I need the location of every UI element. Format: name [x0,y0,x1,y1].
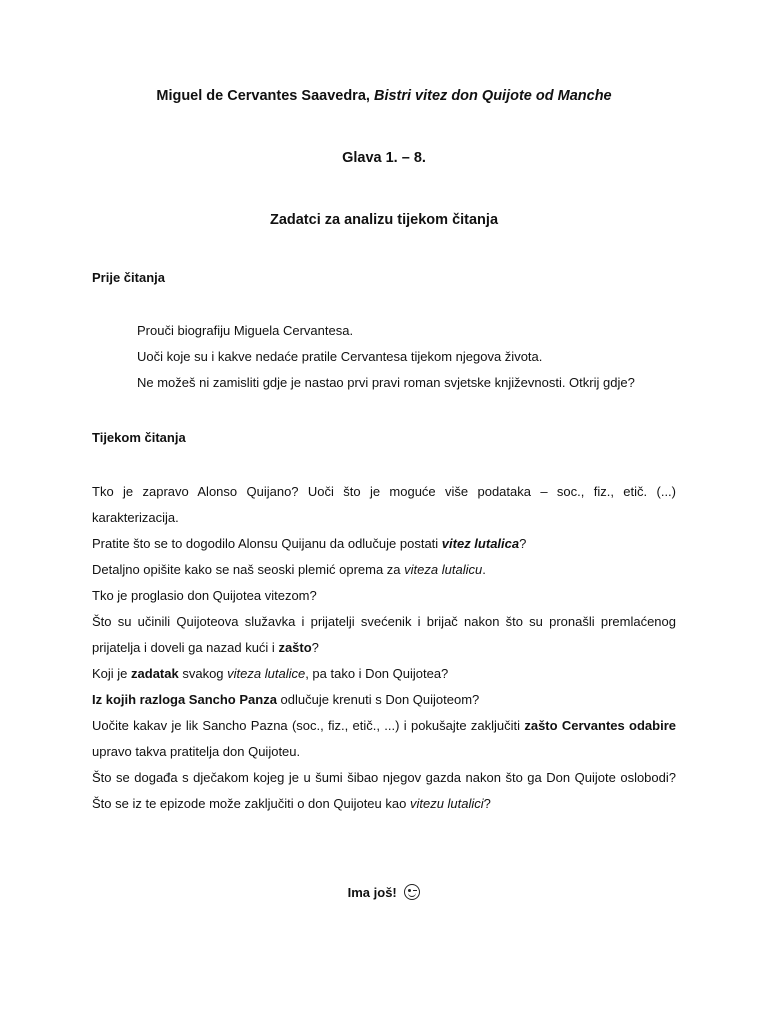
work-title: Bistri vitez don Quijote od Manche [373,88,612,104]
question-5: Što su učinili Quijoteova služavka i prijatelji svećenik i brijač nakon što su pronašli premlaćenog prijatelja i doveli ga nazad kući i zašto? [92,614,676,655]
question-9: Što se događa s dječakom kojeg je u šumi šibao njegov gazda nakon što ga Don Quijote oslobodi? Što se iz te epizode može zaključiti o don Quijoteu kao vitezu lutalici? [92,770,676,811]
question-2: Pratite što se to dogodilo Alonsu Quijanu da odlučuje postati vitez lutalica? [92,536,527,551]
question-6: Koji je zadatak svakog viteza lutalice, pa tako i Don Quijotea? [92,666,449,681]
list-item: Uoči koje su i kakve nedaće pratile Cervantesa tijekom njegova života. [137,349,543,364]
document-title [0,88,768,104]
chapter-range: Glava 1. – 8. [342,150,426,166]
question-1: Tko je zapravo Alonso Quijano? Uoči što je moguće više podataka – soc., fiz., etič. (...) karakterizacija. [92,484,676,525]
question-7: Iz kojih razloga Sancho Panza odlučuje krenuti s Don Quijoteom? [92,692,480,707]
closing-text: Ima još! [347,885,397,900]
list-item: Prouči biografiju Miguela Cervantesa. [137,323,354,338]
question-8: Uočite kakav je lik Sancho Pazna (soc., fiz., etič., ...) i pokušajte zaključiti zašto Cervantes odabire upravo takva pratitelja don Quijoteu. [92,718,676,759]
closing-note [0,884,768,900]
before-reading-heading: Prije čitanja [92,270,165,285]
before-reading-list [137,318,697,396]
author-name: Miguel de Cervantes Saavedra, [156,88,370,104]
tasks-title: Zadatci za analizu tijekom čitanja [269,212,499,228]
list-item: Ne možeš ni zamisliti gdje je nastao prvi pravi roman svjetske književnosti. Otkrij gdje? [137,375,635,390]
question-3: Detaljno opišite kako se naš seoski plemić oprema za viteza lutalicu. [92,562,486,577]
winking-face-icon [404,884,420,900]
during-reading-heading: Tijekom čitanja [92,430,186,445]
during-reading-questions [92,479,676,817]
question-4: Tko je proglasio don Quijotea vitezom? [92,588,317,603]
